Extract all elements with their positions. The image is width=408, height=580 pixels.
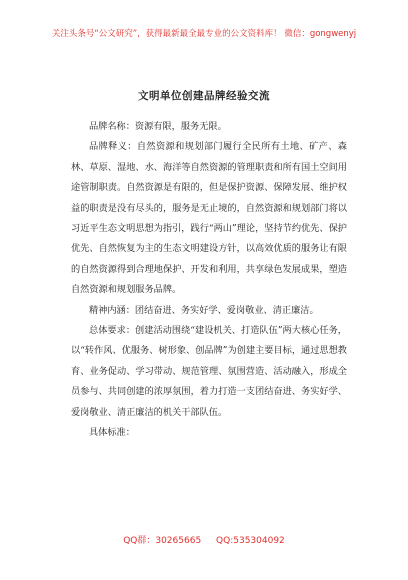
document-body: [71, 117, 347, 444]
paragraph-brand-definition: 品牌释义：自然资源和规划部门履行全民所有土地、矿产、森林、草原、湿地、水、海洋等自然资源的管理职责和所有国土空间用途管制职责。自然资源是有限的，但是保护资源、保障发展、维护权益的职责是没有尽头的，服务是无止境的，自然资源和规划部门将以习近平生态文明思想为指引，践行“两山”理论，坚持节约优先、保护优先、自然恢复为主的生态文明建设方针，以高效优质的服务让有限的自然资源得到合理地保护、开发和利用，共享绿色发展成果，塑造自然资源和规划服务品牌。: [71, 141, 347, 296]
paragraph-spirit: 精神内涵：团结奋进、务实好学、爱岗敬业、清正廉洁。: [89, 304, 319, 316]
header-banner: 关注头条号“公文研究”，获得最新最全最专业的公文资料库！ 微信：gongwenyj: [51, 29, 357, 39]
footer-qq: QQ:535304092: [216, 536, 285, 546]
document-title: 文明单位创建品牌经验交流: [138, 90, 270, 102]
paragraph-general-requirements: 总体要求：创建活动围绕“建设机关、打造队伍”两大核心任务，以“转作风、优服务、树形象、创品牌”为创建主要目标，通过思想教育、业务促动、学习带动、规范管理、氛围营造、活动融入，形成全员参与、共同创建的浓厚氛围，着力打造一支团结奋进、务实好学、爱岗敬业、清正廉洁的机关干部队伍。: [71, 325, 347, 418]
footer-qq-group: QQ群：30265665: [123, 536, 202, 546]
paragraph-brand-name: 品牌名称：资源有限，服务无限。: [89, 121, 227, 132]
footer-contact: [0, 533, 408, 546]
paragraph-specific-standards: 具体标准：: [89, 427, 135, 439]
